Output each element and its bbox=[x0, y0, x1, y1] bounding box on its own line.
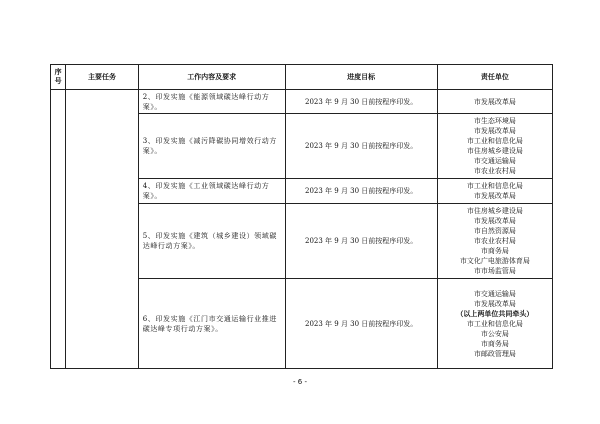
responsible-unit: 市交通运输局 bbox=[473, 289, 516, 298]
table-header-row bbox=[51, 65, 553, 90]
responsible-unit: 市发展改革局 bbox=[473, 192, 516, 200]
cell-no bbox=[51, 90, 66, 369]
responsible-unit: 市自然资源局 bbox=[473, 227, 516, 235]
cell-goal: 2023 年 9 月 30 日前按程序印发。 bbox=[285, 90, 437, 114]
responsible-unit: 市商务局 bbox=[480, 339, 509, 348]
header-requirements: 工作内容及要求 bbox=[138, 65, 285, 90]
responsible-unit: 市工业和信息化局 bbox=[466, 137, 523, 145]
cell-responsible-units bbox=[437, 204, 552, 279]
responsible-unit: 市发展改革局 bbox=[473, 127, 516, 135]
page-number: - 6 - bbox=[293, 378, 307, 386]
cell-task bbox=[66, 90, 138, 369]
responsible-unit: 市农业农村局 bbox=[473, 167, 516, 175]
header-goal: 进度目标 bbox=[285, 65, 437, 90]
header-unit: 责任单位 bbox=[437, 65, 552, 90]
responsible-unit: 市交通运输局 bbox=[473, 157, 516, 165]
header-no-line2: 号 bbox=[54, 77, 62, 85]
task-table bbox=[50, 64, 553, 369]
cell-goal: 2023 年 9 月 30 日前按程序印发。 bbox=[285, 279, 437, 369]
cell-responsible-units bbox=[437, 114, 552, 179]
cell-responsible-units bbox=[437, 179, 552, 204]
responsible-unit: 市工业和信息化局 bbox=[466, 319, 523, 328]
cell-responsible-units bbox=[437, 279, 552, 369]
responsible-unit: 市住房城乡建设局 bbox=[466, 147, 523, 155]
cell-requirements: 3、印发实施《减污降碳协同增效行动方案》。 bbox=[138, 114, 285, 179]
responsible-unit: 市住房城乡建设局 bbox=[466, 207, 523, 215]
table-row bbox=[51, 90, 553, 114]
responsible-unit: （以上两单位共同牵头） bbox=[456, 308, 534, 318]
cell-requirements: 2、印发实施《能源领域碳达峰行动方案》。 bbox=[138, 90, 285, 114]
responsible-unit: 市发展改革局 bbox=[473, 217, 516, 225]
responsible-unit: 市发展改革局 bbox=[473, 299, 516, 308]
cell-requirements: 6、印发实施《江门市交通运输行业推进碳达峰专项行动方案》。 bbox=[138, 279, 285, 369]
responsible-unit: 市生态环境局 bbox=[473, 117, 516, 125]
responsible-unit: 市农业农村局 bbox=[473, 237, 516, 245]
responsible-unit: 市市场监管局 bbox=[473, 267, 516, 275]
responsible-unit: 市发展改革局 bbox=[473, 97, 516, 106]
cell-requirements: 4、印发实施《工业领域碳达峰行动方案》。 bbox=[138, 179, 285, 204]
responsible-unit: 市工业和信息化局 bbox=[466, 182, 523, 190]
header-no-line1: 序 bbox=[54, 68, 62, 76]
responsible-unit: 市邮政管理局 bbox=[473, 349, 516, 358]
cell-goal: 2023 年 9 月 30 日前按程序印发。 bbox=[285, 114, 437, 179]
cell-requirements: 5、印发实施《建筑（城乡建设）领域碳达峰行动方案》。 bbox=[138, 204, 285, 279]
cell-goal: 2023 年 9 月 30 日前按程序印发。 bbox=[285, 204, 437, 279]
cell-goal: 2023 年 9 月 30 日前按程序印发。 bbox=[285, 179, 437, 204]
responsible-unit: 市商务局 bbox=[480, 247, 509, 255]
header-task: 主要任务 bbox=[66, 65, 138, 90]
cell-responsible-units bbox=[437, 90, 552, 114]
responsible-unit: 市文化广电旅游体育局 bbox=[459, 257, 530, 265]
responsible-unit: 市公安局 bbox=[480, 329, 509, 338]
header-no bbox=[51, 65, 66, 90]
